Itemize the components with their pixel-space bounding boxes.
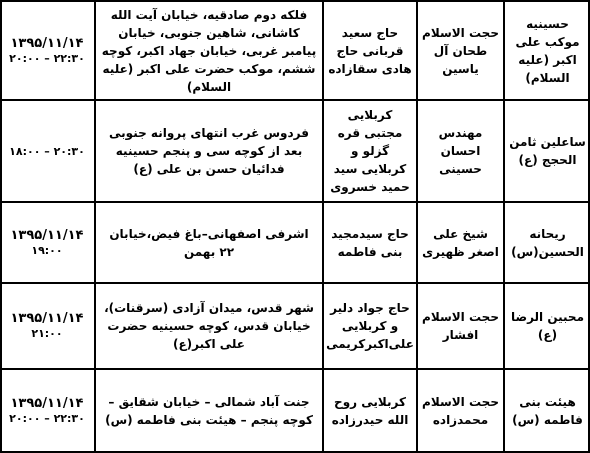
datetime-cell [0,101,94,201]
time-text: ۲۰:۰۰ – ۲۲:۳۰ [9,411,85,425]
time-text: ۲۰:۰۰ – ۲۲:۳۰ [9,51,85,65]
datetime-cell [0,203,94,282]
grid-line [0,99,590,101]
date-text: ۱۳۹۵/۱۱/۱۴ [10,35,84,51]
speaker-cell: حجت الاسلام افشار [416,284,503,368]
grid-line [0,0,590,2]
address-cell: اشرفی اصفهانی–باغ فیض،خیابان ۲۲ بهمن [94,203,322,282]
speaker-cell: مهندس احسان حسینی [416,101,503,201]
date-text: ۱۳۹۵/۱۱/۱۴ [10,395,84,411]
datetime-cell [0,284,94,368]
address-cell: شهر قدس، میدان آزادی (سرقنات)، خیابان قدس، کوچه حسینیه حضرت علی اکبر(ع) [94,284,322,368]
grid-line [0,282,590,284]
maddah-cell: حاج جواد دلیر و کربلایی علی‌اکبرکریمی [322,284,416,368]
maddah-cell: حاج سیدمجید بنی فاطمه [322,203,416,282]
table-row [0,2,590,99]
grid-line [0,368,590,370]
address-cell: فردوس غرب انتهای پروانه جنوبی بعد از کوچه سی و پنجم حسینیه فدائیان حسن بن علی (ع) [94,101,322,201]
address-cell: جنت آباد شمالی – خیابان شقایق – کوچه پنجم – هیئت بنی فاطمه (س) [94,370,322,451]
speaker-cell: حجت الاسلام طحان آل یاسین [416,2,503,99]
datetime-cell [0,370,94,451]
grid-line [0,201,590,203]
table-row [0,284,590,368]
speaker-cell: حجت الاسلام محمدزاده [416,370,503,451]
maddah-cell: کربلایی روح الله حیدرزاده [322,370,416,451]
heyat-name-cell: محبین الرضا (ع) [503,284,590,368]
time-text: ۱۹:۰۰ [31,243,63,257]
date-text: ۱۳۹۵/۱۱/۱۴ [10,311,84,326]
grid-line [0,0,2,453]
heyat-name-cell: حسینیه موکب علی اکبر (علیه السلام) [503,2,590,99]
time-text: ۲۱:۰۰ [31,327,63,340]
date-text: ۱۳۹۵/۱۱/۱۴ [10,227,84,243]
time-text: ۱۸:۰۰ – ۲۰:۳۰ [9,144,85,158]
table-row [0,370,590,451]
speaker-cell: شیخ علی اصغر ظهیری [416,203,503,282]
address-cell: فلکه دوم صادقیه، خیابان آیت الله کاشانی، شاهین جنوبی، خیابان پیامبر غربی، خیابان جهاد اکبر، کوچه ششم، موکب حضرت علی اکبر (علیه السلام) [94,2,322,99]
maddah-cell: کربلایی مجتبی قره گزلو و کربلایی سید حمید خسروی [322,101,416,201]
datetime-cell [0,2,94,99]
heyat-name-cell: هیئت بنی فاطمه (س) [503,370,590,451]
maddah-cell: حاج سعید قربانی حاج هادی سقازاده [322,2,416,99]
table-row [0,101,590,201]
heyat-name-cell: ریحانه الحسین(س) [503,203,590,282]
table-row [0,203,590,282]
heyat-name-cell: ساعلین ثامن الحجج (ع) [503,101,590,201]
